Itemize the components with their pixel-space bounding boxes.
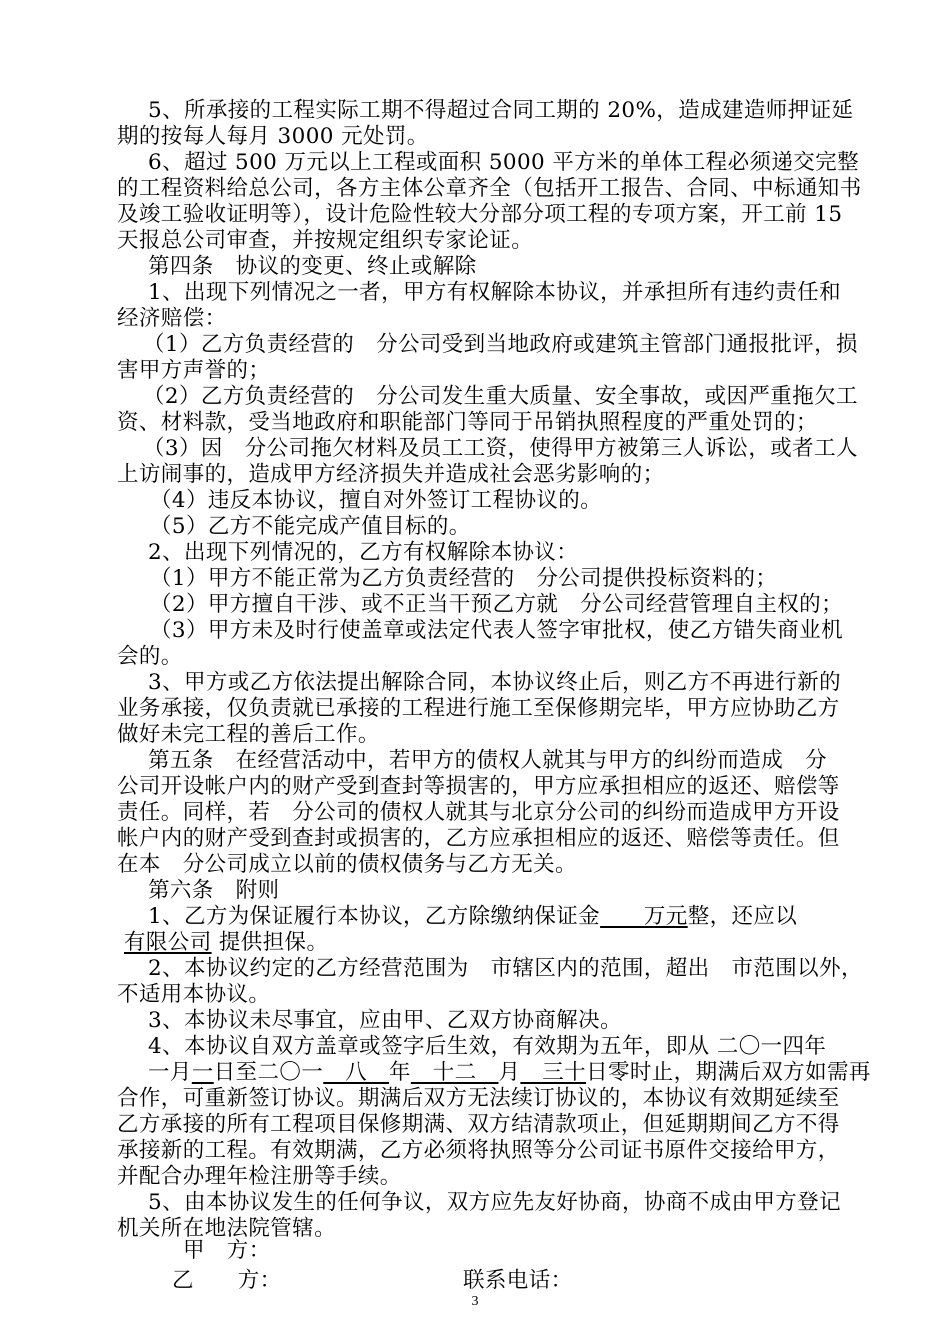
text-line: 2、出现下列情况的，乙方有权解除本协议： xyxy=(148,540,579,565)
date-text: 日零时止，期满后双方如需再 xyxy=(586,1060,871,1085)
date-text: 月 xyxy=(498,1060,521,1085)
text-line: 乙方承接的所有工程项目保修期满、双方结清款项止，但延期期间乙方不得 xyxy=(117,1112,840,1137)
clause-6-1-line xyxy=(148,904,797,930)
text-line: 2、本协议约定的乙方经营范围为 市辖区内的范围，超出 市范围以外， xyxy=(148,956,863,981)
end-month-blank: 十二 xyxy=(410,1060,499,1085)
party-b-signature-label: 乙 方： xyxy=(172,1268,282,1293)
text-line: 5、由本协议发生的任何争议，双方应先友好协商，协商不成由甲方登记 xyxy=(148,1190,841,1215)
text-line: 合作，可重新签订协议。期满后双方无法续订协议的，本协议有效期延续至 xyxy=(117,1086,840,1111)
party-a-signature-label: 甲 方： xyxy=(183,1238,271,1263)
text-line: 4、本协议自双方盖章或签字后生效，有效期为五年，即从 二〇一四年 xyxy=(148,1034,827,1059)
text-line: 期的按每人每月 3000 元处罚。 xyxy=(117,124,429,149)
deposit-amount-blank: 万元 xyxy=(600,904,688,929)
text-line: 害甲方声誉的； xyxy=(117,358,271,383)
text-line: 并配合办理年检注册等手续。 xyxy=(117,1164,402,1189)
date-text: 日至二〇一 xyxy=(213,1060,324,1085)
text-line: （2）甲方擅自干涉、或不正当干预乙方就 分公司经营管理自主权的； xyxy=(150,592,843,617)
section-heading: 第五条 在经营活动中，若甲方的债权人就其与甲方的纠纷而造成 分 xyxy=(148,748,827,773)
start-day-blank: 一 xyxy=(191,1060,214,1085)
date-text: 一月 xyxy=(148,1060,192,1085)
page-number: 3 xyxy=(471,1294,479,1309)
text-line: 责任。同样，若 分公司的债权人就其与北京分公司的纠纷而造成甲方开设 xyxy=(117,800,840,825)
text-line: 3、甲方或乙方依法提出解除合同，本协议终止后，则乙方不再进行新的 xyxy=(148,670,841,695)
text-line: （3）甲方未及时行使盖章或法定代表人签字审批权，使乙方错失商业机 xyxy=(150,618,843,643)
end-day-blank: 三十 xyxy=(520,1060,587,1085)
text-line: 承接新的工程。有效期满，乙方必须将执照等分公司证书原件交接给甲方， xyxy=(117,1138,840,1163)
text-line: 3、本协议未尽事宜，应由甲、乙双方协商解决。 xyxy=(148,1008,622,1033)
clause-text: 整，还应以 xyxy=(687,904,798,929)
validity-date-line xyxy=(148,1060,871,1086)
text-line: （3）因 分公司拖欠材料及员工工资，使得甲方被第三人诉讼，或者工人 xyxy=(143,436,858,461)
text-line: （1）乙方负责经营的 分公司受到当地政府或建筑主管部门通报批评，损 xyxy=(143,332,858,357)
text-line: 1、出现下列情况之一者，甲方有权解除本协议，并承担所有违约责任和 xyxy=(148,280,841,305)
text-line: 在本 分公司成立以前的债权债务与乙方无关。 xyxy=(117,852,577,877)
text-line: （2）乙方负责经营的 分公司发生重大质量、安全事故，或因严重拖欠工 xyxy=(143,384,858,409)
text-line: 公司开设帐户内的财产受到查封等损害的，甲方应承担相应的返还、赔偿等 xyxy=(117,774,840,799)
text-line: 经济赔偿： xyxy=(117,306,227,331)
text-line: 做好未完工程的善后工作。 xyxy=(117,722,380,747)
section-heading: 第四条 协议的变更、终止或解除 xyxy=(148,254,477,279)
text-line: 业务承接，仅负责就已承接的工程进行施工至保修期完毕，甲方应协助乙方 xyxy=(117,696,840,721)
text-line: 及竣工验收证明等），设计危险性较大分部分项工程的专项方案，开工前 15 xyxy=(117,202,843,227)
text-line: 机关所在地法院管辖。 xyxy=(117,1216,337,1241)
text-line: 5、所承接的工程实际工期不得超过合同工期的 20%，造成建造师押证延 xyxy=(148,98,854,123)
contact-phone-label: 联系电话： xyxy=(463,1268,573,1293)
text-line: 6、超过 500 万元以上工程或面积 5000 平方米的单体工程必须递交完整 xyxy=(148,150,859,175)
text-line: 帐户内的财产受到查封或损害的，乙方应承担相应的返还、赔偿等责任。但 xyxy=(117,826,840,851)
text-line: 天报总公司审查，并按规定组织专家论证。 xyxy=(117,228,534,253)
text-line: 资、材料款，受当地政府和职能部门等同于吊销执照程度的严重处罚的； xyxy=(117,410,818,435)
guarantor-company-blank: 有限公司 xyxy=(124,930,212,955)
text-line: 的工程资料给总公司，各方主体公章齐全（包括开工报告、合同、中标通知书 xyxy=(117,176,862,201)
clause-text: 提供担保。 xyxy=(211,930,329,955)
end-year-blank: 八 xyxy=(323,1060,389,1085)
clause-6-1-line xyxy=(124,930,328,956)
section-heading: 第六条 附则 xyxy=(148,878,280,903)
text-line: 不适用本协议。 xyxy=(117,982,271,1007)
text-line: 会的。 xyxy=(117,644,183,669)
text-line: 上访闹事的，造成甲方经济损失并造成社会恶劣影响的； xyxy=(117,462,665,487)
clause-text: 1、乙方为保证履行本协议，乙方除缴纳保证金 xyxy=(148,904,601,929)
date-text: 年 xyxy=(388,1060,411,1085)
text-line: （4）违反本协议，擅自对外签订工程协议的。 xyxy=(150,488,603,513)
text-line: （5）乙方不能完成产值目标的。 xyxy=(150,514,471,539)
text-line: （1）甲方不能正常为乙方负责经营的 分公司提供投标资料的； xyxy=(150,566,778,591)
